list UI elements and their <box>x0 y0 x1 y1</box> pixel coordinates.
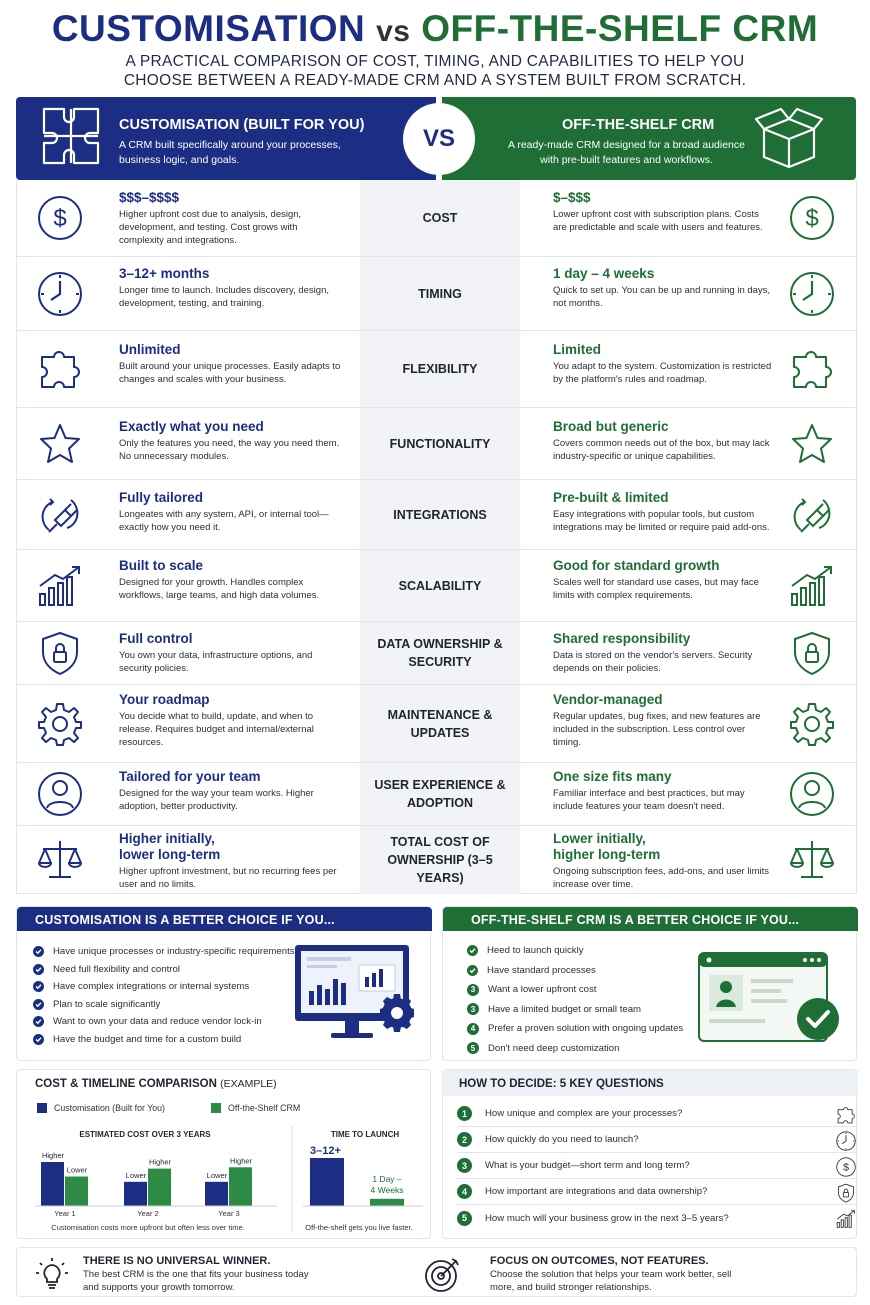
user-icon <box>35 769 85 819</box>
question-number: 2 <box>457 1132 472 1147</box>
maint-left-desc: You decide what to build, update, and when to release. Requires budget and internal/external resources. <box>119 711 314 748</box>
row-timing <box>17 257 856 331</box>
check-icon <box>33 999 44 1010</box>
cost-bar <box>124 1182 147 1206</box>
dollar-icon <box>787 193 837 243</box>
header-off-the-shelf <box>442 97 856 180</box>
time-bar <box>370 1199 404 1206</box>
gear-icon <box>787 699 837 749</box>
customisation-reason: Plan to scale significantly <box>53 998 161 1010</box>
maint-right-head: Vendor-managed <box>553 692 663 707</box>
ux-right-desc: Familiar interface and best practices, but may include features your team doesn't need. <box>553 788 745 812</box>
legend-label: Off-the-Shelf CRM <box>228 1103 301 1113</box>
title-vs: vs <box>376 15 411 48</box>
func-left-head: Exactly what you need <box>119 419 264 434</box>
row-label-user-experience: USER EXPERIENCE & ADOPTION <box>360 763 520 825</box>
check-icon <box>33 964 44 975</box>
question-row <box>457 1153 857 1179</box>
clock-icon <box>787 269 837 319</box>
question-row <box>457 1179 857 1205</box>
bar-label: Lower <box>206 1170 228 1180</box>
x-tick-label: Year 2 <box>137 1209 159 1218</box>
browser-profile-icon <box>697 951 847 1047</box>
number-badge: 4 <box>467 1023 479 1035</box>
title-off-the-shelf: OFF-THE-SHELF CRM <box>421 8 819 49</box>
integ-right-desc: Easy integrations with popular tools, but custom integrations may be limited or require paid add-ons. <box>553 509 770 533</box>
maint-right-desc: Regular updates, bug fixes, and new features are included in the subscription. Less control over timing. <box>553 711 761 748</box>
row-total-cost <box>17 826 856 894</box>
row-label-total-cost: TOTAL COST OF OWNERSHIP (3–5 YEARS) <box>360 826 520 894</box>
check-icon <box>33 981 44 992</box>
timing-left-desc: Longer time to launch. Includes discovery, design, development, testing, and training. <box>119 285 329 309</box>
number-badge: 3 <box>467 984 479 996</box>
time-bar <box>310 1158 344 1206</box>
header-left-desc: A CRM built specifically around your processes, business logic, and goals. <box>119 139 341 166</box>
customisation-choice-panel <box>16 906 431 1061</box>
timing-right-desc: Quick to set up. You can be up and running in days, not months. <box>553 285 771 309</box>
header-right-desc: A ready-made CRM designed for a broad audience with pre-built features and workflows. <box>508 139 745 166</box>
off-the-shelf-choice-list <box>467 941 683 1058</box>
integ-left-desc: Longeates with any system, API, or internal tool—exactly how you need it. <box>119 509 329 533</box>
footer-banner <box>16 1247 857 1297</box>
list-item <box>33 943 295 961</box>
header-left-title: CUSTOMISATION (BUILT FOR YOU) <box>119 117 365 133</box>
question-text: How important are integrations and data ownership? <box>485 1186 708 1197</box>
growth-chart-icon <box>835 1208 857 1230</box>
off-the-shelf-reason: Have standard processes <box>487 964 596 976</box>
bar-label: Lower <box>125 1170 147 1180</box>
scale-left-head: Built to scale <box>119 558 204 573</box>
cost-timeline-panel <box>16 1069 431 1239</box>
scales-icon <box>35 835 85 885</box>
shield-lock-icon <box>35 628 85 678</box>
vs-badge: VS <box>406 106 472 172</box>
cost-timeline-chart <box>17 1070 432 1240</box>
list-item <box>33 961 295 979</box>
check-icon <box>467 965 478 976</box>
row-label-maintenance: MAINTENANCE & UPDATES <box>360 685 520 762</box>
gear-icon <box>35 699 85 749</box>
cost-timeline-title-note: (EXAMPLE) <box>220 1078 277 1090</box>
off-the-shelf-reason: Want a lower upfront cost <box>488 984 597 996</box>
list-item <box>467 941 683 961</box>
cost-right-desc: Lower upfront cost with subscription plans. Costs are predictable and scale with users and features. <box>553 209 763 233</box>
ux-left-desc: Designed for the way your team works. Higher adoption, better productivity. <box>119 788 314 812</box>
customisation-choice-title: CUSTOMISATION IS A BETTER CHOICE IF YOU... <box>17 907 432 931</box>
monitor-dashboard-icon <box>293 943 423 1049</box>
scale-left-desc: Designed for your growth. Handles complex workflows, large teams, and high data volumes. <box>119 577 320 601</box>
legend-label: Customisation (Built for You) <box>54 1103 165 1113</box>
integ-right-head: Pre-built & limited <box>553 490 669 505</box>
cost-chart-title: ESTIMATED COST OVER 3 YEARS <box>79 1130 211 1139</box>
scales-icon <box>787 835 837 885</box>
list-item <box>33 1031 295 1049</box>
customisation-reason: Have unique processes or industry-specific requirements <box>53 946 295 958</box>
data-left-head: Full control <box>119 631 193 646</box>
title-customisation: CUSTOMISATION <box>51 8 366 49</box>
list-item <box>467 1039 683 1059</box>
row-label-flexibility: FLEXIBILITY <box>360 331 520 407</box>
bar-label: Higher <box>41 1151 65 1160</box>
clock-icon <box>35 269 85 319</box>
cost-bar <box>65 1177 88 1206</box>
row-label-integrations: INTEGRATIONS <box>360 480 520 549</box>
time-bar-label: 1 Day – <box>372 1174 402 1184</box>
row-flexibility <box>17 331 856 408</box>
time-bar-label: 4 Weeks <box>370 1185 404 1195</box>
clock-icon <box>835 1130 857 1152</box>
data-right-head: Shared responsibility <box>553 631 691 646</box>
time-chart-title: TIME TO LAUNCH <box>330 1130 400 1139</box>
page-title <box>0 8 870 50</box>
cost-chart-note: Customisation costs more upfront but often less over time. <box>51 1223 245 1232</box>
puzzle-piece-icon <box>35 344 85 394</box>
func-right-head: Broad but generic <box>553 419 669 434</box>
plug-icon <box>787 490 837 540</box>
puzzle-icon <box>40 105 102 167</box>
growth-chart-icon <box>35 561 85 611</box>
customisation-reason: Have complex integrations or internal systems <box>53 981 250 993</box>
how-to-decide-panel <box>442 1069 857 1239</box>
row-functionality <box>17 408 856 480</box>
dollar-icon <box>835 1156 857 1178</box>
data-right-desc: Data is stored on the vendor's servers. Security depends on their policies. <box>553 650 753 674</box>
user-icon <box>787 769 837 819</box>
puzzle-icon <box>835 1104 857 1126</box>
time-bar-label: 3–12+ <box>310 1145 341 1157</box>
scale-right-desc: Scales well for standard use cases, but may face limits with complex requirements. <box>553 577 759 601</box>
ux-left-head: Tailored for your team <box>119 769 261 784</box>
flex-left-desc: Built around your unique processes. Easily adapts to changes and scales with your business. <box>119 361 341 385</box>
row-label-data-ownership: DATA OWNERSHIP & SECURITY <box>360 622 520 684</box>
question-number: 4 <box>457 1184 472 1199</box>
ux-right-head: One size fits many <box>553 769 672 784</box>
off-the-shelf-choice-panel <box>442 906 857 1061</box>
how-to-decide-title: HOW TO DECIDE: 5 KEY QUESTIONS <box>443 1070 858 1096</box>
cost-bar <box>41 1162 64 1206</box>
tco-left-head: Higher initially, lower long-term <box>119 831 221 862</box>
puzzle-piece-icon <box>787 344 837 394</box>
bar-label: Higher <box>148 1157 172 1167</box>
footer-left-desc: The best CRM is the one that fits your business today and supports your growth tomorrow. <box>83 1269 309 1293</box>
list-item <box>467 961 683 981</box>
customisation-reason: Want to own your data and reduce vendor lock-in <box>53 1016 262 1028</box>
tco-left-desc: Higher upfront investment, but no recurring fees per user and no limits. <box>119 866 337 890</box>
row-data-ownership <box>17 622 856 685</box>
star-icon <box>35 419 85 469</box>
timing-right-head: 1 day – 4 weeks <box>553 266 655 281</box>
x-tick-label: Year 1 <box>54 1209 76 1218</box>
cost-bar <box>229 1167 252 1206</box>
footer-right-desc: Choose the solution that helps your team work better, sell more, and build stronger relationships. <box>490 1269 732 1293</box>
list-item <box>33 1013 295 1031</box>
off-the-shelf-choice-title: OFF-THE-SHELF CRM IS A BETTER CHOICE IF YOU... <box>443 907 858 931</box>
row-user-experience <box>17 763 856 826</box>
header-customisation <box>16 97 436 180</box>
star-icon <box>787 419 837 469</box>
customisation-reason: Have the budget and time for a custom build <box>53 1033 242 1045</box>
time-chart-note: Off-the-shelf gets you live faster. <box>305 1223 413 1232</box>
off-the-shelf-reason: Heed to launch quickly <box>487 945 584 957</box>
question-text: What is your budget—short term and long term? <box>485 1160 690 1171</box>
func-right-desc: Covers common needs out of the box, but may lack industry-specific or unique capabilities. <box>553 438 770 462</box>
cost-left-desc: Higher upfront cost due to analysis, design, development, and testing. Cost grows with complexity and integrations. <box>119 209 302 246</box>
question-row <box>457 1205 857 1231</box>
cost-left-head: $$$–$$$$ <box>119 190 180 205</box>
list-item <box>33 996 295 1014</box>
cost-bar <box>148 1169 171 1206</box>
list-item <box>33 978 295 996</box>
cost-timeline-title-text: COST & TIMELINE COMPARISON <box>35 1078 217 1090</box>
customisation-choice-list <box>33 943 295 1048</box>
tco-right-desc: Ongoing subscription fees, add-ons, and user limits increase over time. <box>553 866 769 890</box>
row-label-timing: TIMING <box>360 257 520 330</box>
list-item <box>467 980 683 1000</box>
flex-right-head: Limited <box>553 342 602 357</box>
check-icon <box>33 1034 44 1045</box>
number-badge: 3 <box>467 1003 479 1015</box>
row-label-functionality: FUNCTIONALITY <box>360 408 520 479</box>
question-number: 5 <box>457 1211 472 1226</box>
question-text: How unique and complex are your processes? <box>485 1108 683 1119</box>
shield-icon <box>835 1182 857 1204</box>
integ-left-head: Fully tailored <box>119 490 204 505</box>
question-text: How much will your business grow in the next 3–5 years? <box>485 1212 729 1224</box>
scale-right-head: Good for standard growth <box>553 558 720 573</box>
flex-right-desc: You adapt to the system. Customization is restricted by the platform's rules and roadmap. <box>553 361 772 385</box>
maint-left-head: Your roadmap <box>119 692 210 707</box>
x-tick-label: Year 3 <box>218 1209 240 1218</box>
row-scalability <box>17 550 856 622</box>
question-row <box>457 1101 857 1127</box>
func-left-desc: Only the features you need, the way you need them. No unnecessary modules. <box>119 438 340 462</box>
check-icon <box>33 946 44 957</box>
question-number: 3 <box>457 1158 472 1173</box>
off-the-shelf-reason: Don't need deep customization <box>488 1042 620 1054</box>
number-badge: 5 <box>467 1042 479 1054</box>
bar-label: Lower <box>66 1165 88 1175</box>
cost-right-head: $–$$$ <box>553 190 591 205</box>
question-number: 1 <box>457 1106 472 1121</box>
comparison-table <box>16 180 857 894</box>
row-maintenance <box>17 685 856 763</box>
row-integrations <box>17 480 856 550</box>
cost-bar <box>205 1182 228 1206</box>
list-item <box>467 1000 683 1020</box>
row-cost <box>17 180 856 257</box>
bar-label: Higher <box>229 1156 253 1166</box>
tco-right-head: Lower initially, higher long-term <box>553 831 661 862</box>
off-the-shelf-reason: Have a limited budget or small team <box>488 1003 642 1015</box>
off-the-shelf-reason: Prefer a proven solution with ongoing updates <box>488 1023 684 1035</box>
customisation-reason: Need full flexibility and control <box>53 963 180 975</box>
header-right-title: OFF-THE-SHELF CRM <box>562 117 715 133</box>
data-left-desc: You own your data, infrastructure options, and security policies. <box>119 650 313 674</box>
timing-left-head: 3–12+ months <box>119 266 210 281</box>
flex-left-head: Unlimited <box>119 342 181 357</box>
check-icon <box>33 1016 44 1027</box>
row-label-cost: COST <box>360 180 520 256</box>
box-icon <box>754 105 824 171</box>
plug-icon <box>35 490 85 540</box>
dollar-icon <box>35 193 85 243</box>
question-row <box>457 1127 857 1153</box>
shield-lock-icon <box>787 628 837 678</box>
page-subtitle: A PRACTICAL COMPARISON OF COST, TIMING, AND CAPABILITIES TO HELP YOU CHOOSE BETWEEN A READY-MADE CRM AND A SYSTEM BUILT FROM SCRATCH. <box>123 53 747 89</box>
footer-right-title: FOCUS ON OUTCOMES, NOT FEATURES. <box>490 1255 709 1267</box>
check-icon <box>467 945 478 956</box>
growth-chart-icon <box>787 561 837 611</box>
row-label-scalability: SCALABILITY <box>360 550 520 621</box>
list-item <box>467 1019 683 1039</box>
lightbulb-icon <box>35 1257 69 1291</box>
footer-left-title: THERE IS NO UNIVERSAL WINNER. <box>83 1255 271 1267</box>
question-text: How quickly do you need to launch? <box>485 1134 639 1145</box>
target-icon <box>423 1254 463 1294</box>
